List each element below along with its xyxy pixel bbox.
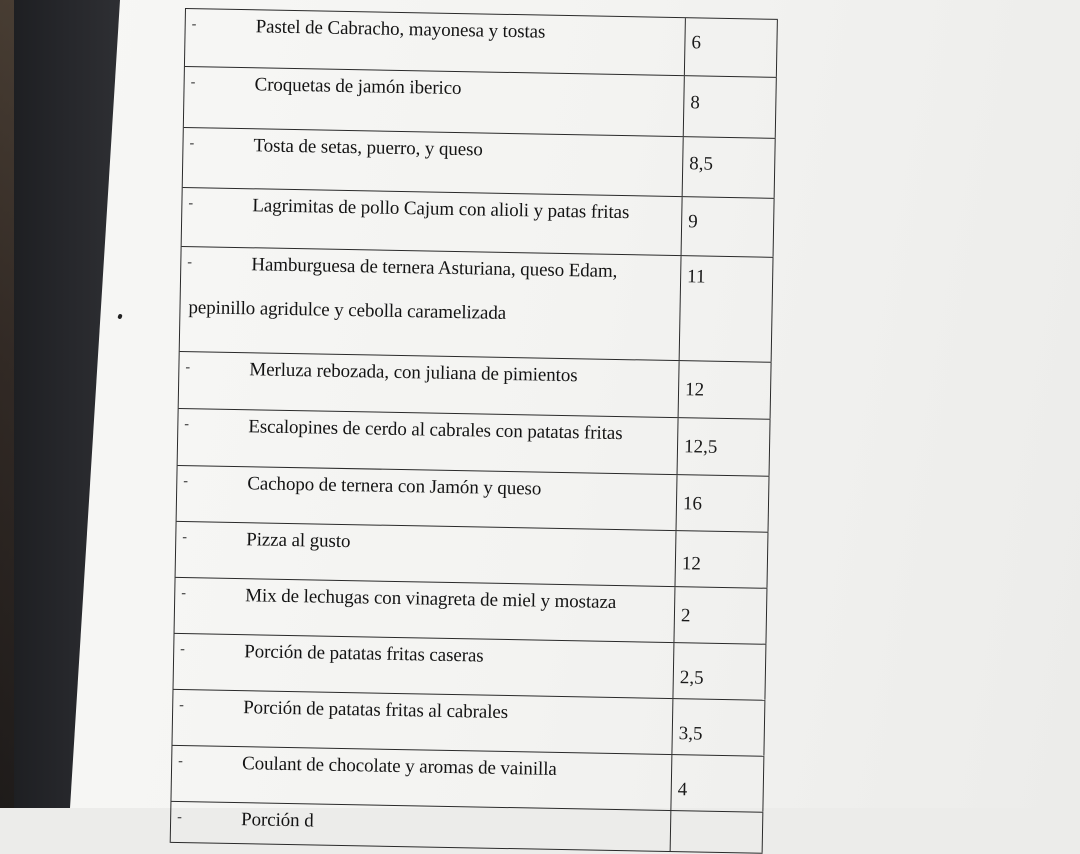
dish-price: 12 [684, 379, 705, 401]
row-bullet: - [181, 586, 187, 602]
dish-cell [180, 247, 682, 360]
row-bullet: - [178, 754, 183, 770]
row-bullet: - [179, 698, 185, 714]
price-cell [671, 811, 764, 853]
row-bullet: - [184, 417, 190, 433]
row-bullet: - [183, 474, 189, 490]
dish-name: Croquetas de jamón iberico [254, 74, 462, 100]
row-bullet: - [190, 75, 196, 91]
dish-name: Porción de patatas fritas al cabrales [242, 697, 509, 724]
price-cell [682, 197, 775, 257]
dish-name: Coulant de chocolate y aromas de vainilla [241, 753, 557, 780]
dish-price: 12 [681, 553, 702, 575]
price-cell [674, 587, 767, 644]
price-cell [683, 137, 776, 198]
dish-cell [175, 578, 676, 642]
dish-cell [183, 128, 684, 196]
row-bullet: - [188, 196, 194, 212]
price-cell [672, 699, 765, 756]
dish-name-line2: pepinillo agridulce y cebolla caramelizada [188, 297, 507, 324]
dish-cell [176, 522, 677, 586]
dish-name: Cachopo de ternera con Jamón y queso [247, 473, 542, 500]
price-cell [677, 475, 770, 532]
dish-name: Escalopines de cerdo al cabrales con patatas fritas [248, 416, 623, 445]
price-cell [675, 531, 768, 588]
row-bullet: - [180, 642, 186, 658]
dish-name: Pastel de Cabracho, mayonesa y tostas [255, 16, 546, 43]
dish-name: Hamburguesa de ternera Asturiana, queso Edam, [251, 254, 618, 282]
price-cell [685, 18, 778, 77]
dish-price: 8,5 [689, 153, 714, 175]
dish-price: 16 [682, 493, 703, 515]
dish-cell [171, 802, 672, 851]
dish-cell [178, 409, 679, 474]
dish-price: 2 [680, 605, 691, 627]
dish-cell [179, 352, 680, 417]
dish-price: 11 [686, 266, 706, 288]
menu-row [185, 9, 778, 78]
dish-price: 2,5 [679, 667, 704, 689]
dish-name: Mix de lechugas con vinagreta de miel y mostaza [245, 585, 617, 613]
price-cell [680, 256, 774, 362]
dish-price: 6 [691, 32, 702, 54]
row-bullet: - [187, 255, 193, 271]
dish-price: 3,5 [678, 723, 703, 745]
dish-name: Porción de patatas fritas caseras [244, 641, 484, 667]
dish-price: 8 [690, 92, 701, 114]
price-cell [679, 361, 772, 419]
menu-row [182, 188, 775, 258]
dish-cell [171, 746, 672, 810]
price-cell [671, 755, 764, 812]
row-bullet: - [189, 136, 195, 152]
dish-name: Tosta de setas, puerro, y queso [253, 135, 483, 161]
row-bullet: - [191, 17, 197, 33]
dark-background-edge [0, 0, 14, 808]
dish-name: Pizza al gusto [246, 529, 351, 553]
menu-row [180, 247, 774, 363]
dish-name: Porción d [240, 809, 314, 832]
dish-cell [177, 466, 678, 530]
dish-price: 9 [687, 211, 698, 233]
dish-price: 12,5 [683, 436, 718, 458]
row-bullet: - [177, 809, 182, 826]
dish-price: 4 [677, 779, 688, 801]
row-bullet: - [182, 530, 188, 546]
dish-cell [174, 634, 675, 698]
dish-cell [182, 188, 683, 255]
menu-row [183, 128, 776, 199]
menu-table [170, 8, 778, 854]
dish-name: Merluza rebozada, con juliana de pimientos [249, 359, 578, 387]
dish-cell [185, 9, 686, 75]
dish-cell [172, 690, 673, 754]
row-bullet: - [185, 360, 191, 376]
price-cell [678, 418, 771, 476]
price-cell [684, 76, 777, 138]
dish-name: Lagrimitas de pollo Cajum con alioli y patas fritas [252, 195, 630, 224]
menu-row [184, 67, 777, 139]
price-cell [673, 643, 766, 700]
dish-cell [184, 67, 685, 136]
